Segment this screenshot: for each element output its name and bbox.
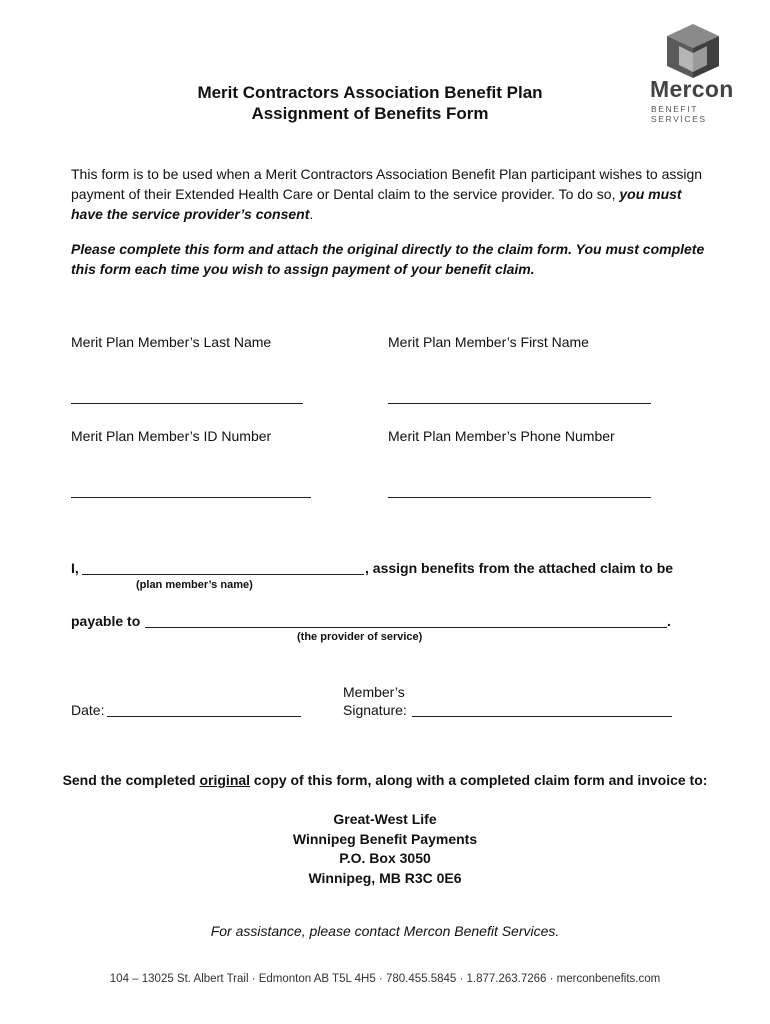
assign-prefix: I, <box>71 560 79 576</box>
send-before: Send the completed <box>62 772 200 788</box>
signature-label: Signature: <box>343 702 407 718</box>
phone-number-field[interactable] <box>388 497 651 498</box>
address-line-4: Winnipeg, MB R3C 0E6 <box>308 869 462 886</box>
payable-end: . <box>667 613 671 629</box>
member-name-field[interactable] <box>82 574 364 575</box>
intro-end: . <box>309 206 314 222</box>
phone-number-label: Merit Plan Member’s Phone Number <box>388 428 615 444</box>
send-after: copy of this form, along with a completed claim form and invoice to: <box>250 772 708 788</box>
intro-paragraph <box>71 164 711 224</box>
send-underlined: original <box>199 772 251 788</box>
title-line-1: Merit Contractors Association Benefit Plan <box>197 83 543 102</box>
assistance-note: For assistance, please contact Mercon Benefit Services. <box>210 923 560 939</box>
member-name-hint: (plan member’s name) <box>136 579 253 591</box>
date-label: Date: <box>71 702 105 718</box>
logo-subtitle: BENEFIT SERVICES <box>651 104 707 124</box>
footer-contact: 104 – 13025 St. Albert Trail · Edmonton AB T5L 4H5 · 780.455.5845 · 1.877.263.7266 · merconbenefits.com <box>109 973 661 985</box>
address-line-1: Great-West Life <box>333 811 437 827</box>
assign-suffix: , assign benefits from the attached claim to be <box>365 560 674 576</box>
id-number-label: Merit Plan Member’s ID Number <box>71 428 272 444</box>
date-field[interactable] <box>107 716 301 717</box>
logo-wordmark: Mercon <box>650 76 734 102</box>
intro-emphasis: you must have the service provider’s consent <box>71 186 682 222</box>
form-title <box>0 82 770 124</box>
address-line-3: P.O. Box 3050 <box>339 850 431 866</box>
id-number-field[interactable] <box>71 497 311 498</box>
signature-field[interactable] <box>412 716 672 717</box>
mercon-cube-icon <box>663 22 723 80</box>
send-instruction <box>0 772 770 788</box>
intro-text: This form is to be used when a Merit Contractors Association Benefit Plan participant wishes to assign payment of their Extended Health Care or Dental claim to the service provider. To do so, <box>71 166 703 202</box>
payable-label: payable to <box>71 613 141 629</box>
last-name-label: Merit Plan Member’s Last Name <box>71 334 272 350</box>
last-name-field[interactable] <box>71 403 303 404</box>
first-name-label: Merit Plan Member’s First Name <box>388 334 589 350</box>
mailing-address <box>0 810 770 888</box>
provider-hint: (the provider of service) <box>297 631 423 643</box>
provider-field[interactable] <box>145 627 667 628</box>
instruction-paragraph: Please complete this form and attach the original directly to the claim form. You must complete this form each time you wish to assign payment of your benefit claim. <box>71 241 705 277</box>
address-line-2: Winnipeg Benefit Payments <box>292 830 478 847</box>
title-line-2: Assignment of Benefits Form <box>251 104 489 123</box>
member-label: Member’s <box>343 684 405 700</box>
first-name-field[interactable] <box>388 403 651 404</box>
